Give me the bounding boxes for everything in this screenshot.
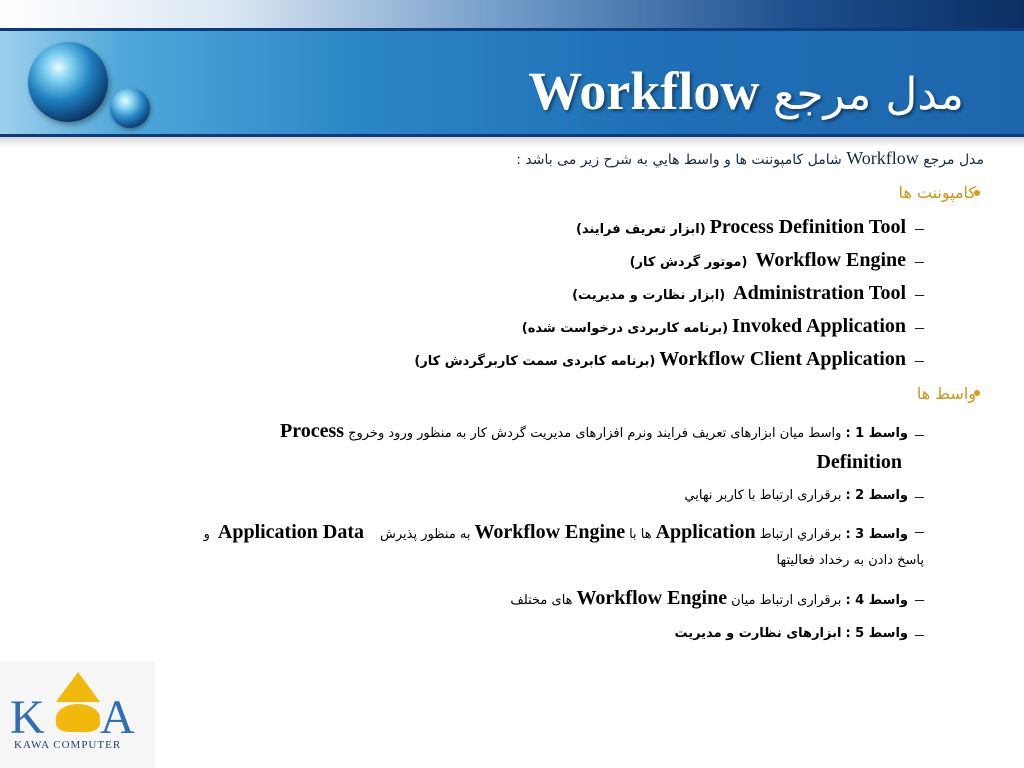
interface-label: واسط 2 :	[845, 488, 908, 503]
interface-item	[684, 486, 908, 504]
interface-wrap: پاسخ دادن به رخداد فعالیتها	[776, 553, 924, 568]
interface-text: های مختلف	[510, 593, 573, 608]
component-item	[630, 249, 906, 272]
interface-en-cont: Definition	[816, 451, 902, 473]
header-top-strip	[0, 0, 1024, 28]
interface-text: ها با	[629, 527, 652, 542]
section-heading-components: کامپوننت ها	[898, 183, 976, 202]
intro-rest: شامل کامپوننت ها و واسط هايي به شرح زير می باشد :	[516, 152, 842, 168]
dash-icon: –	[915, 251, 924, 271]
intro-line	[516, 148, 984, 169]
interface-wrap	[816, 451, 902, 474]
interface-en: Application	[655, 521, 756, 543]
dash-icon: –	[915, 284, 924, 304]
intro-prefix: مدل مرجع	[923, 152, 984, 168]
interface-text: به منظور پذیرش	[380, 527, 471, 542]
dash-icon: –	[915, 589, 924, 609]
component-name: Workflow Client Application	[659, 348, 906, 370]
interface-text: واسط میان ابزارهای تعریف فرایند ونرم افزارهای مدیریت گردش کار به منظور ورود وخروج	[348, 426, 842, 441]
interface-label: واسط 3 :	[845, 527, 908, 542]
interface-label: واسط 5 :	[845, 626, 908, 641]
interface-text: برقراري ارتباط	[759, 527, 842, 542]
interface-item	[280, 420, 908, 443]
slide-title-en: Workflow	[528, 61, 760, 121]
component-name: Administration Tool	[733, 282, 906, 304]
interface-label: واسط 4 :	[845, 593, 908, 608]
component-name: Invoked Application	[732, 315, 906, 337]
component-desc: (موتور گردش کار)	[629, 255, 748, 270]
dash-icon: –	[915, 218, 924, 238]
component-desc: (ابزار نظارت و مدیریت)	[572, 288, 726, 303]
component-item	[414, 348, 906, 371]
slide-title	[528, 58, 964, 128]
logo-letter-k: K	[10, 691, 45, 744]
crown-icon	[56, 672, 100, 702]
dash-icon: –	[915, 424, 924, 444]
component-desc: (ابزار تعریف فرایند)	[575, 222, 706, 237]
company-name: KAWA COMPUTER	[14, 739, 122, 751]
interface-item	[510, 587, 908, 610]
component-desc: (برنامه کاربردی درخواست شده)	[521, 321, 729, 336]
component-item	[522, 315, 906, 338]
component-item	[572, 282, 906, 305]
decorative-sphere-small	[110, 88, 150, 128]
component-item	[576, 216, 906, 239]
interface-text: ابزارهای نظارت و مدیریت	[674, 626, 842, 641]
dash-icon: –	[915, 521, 924, 541]
interface-item	[674, 624, 908, 642]
dash-icon: –	[915, 350, 924, 370]
interface-text: برقراری ارتباط میان	[731, 593, 842, 608]
crown-base-icon	[56, 704, 100, 732]
interface-en: Application Data	[217, 521, 364, 543]
decorative-sphere-large	[28, 42, 108, 122]
interface-text: و	[203, 527, 210, 542]
interface-text: برقراری ارتباط با کاربر نهايي	[684, 488, 842, 503]
component-name: Process Definition Tool	[709, 216, 906, 238]
component-desc: (برنامه کابردی سمت کاربرگردش کار)	[414, 354, 656, 369]
intro-keyword: Workflow	[846, 148, 919, 168]
dash-icon: –	[915, 624, 924, 644]
interface-en: Workflow Engine	[576, 587, 728, 609]
dash-icon: –	[915, 317, 924, 337]
component-name: Workflow Engine	[755, 249, 906, 271]
interface-en: Process	[280, 420, 345, 442]
interface-item	[204, 521, 908, 544]
title-band-shadow	[0, 137, 1024, 147]
dash-icon: –	[915, 486, 924, 506]
slide-title-fa: مدل مرجع	[772, 69, 964, 120]
interface-en: Workflow Engine	[474, 521, 626, 543]
section-heading-interfaces: واسط ها	[916, 384, 976, 403]
interface-label: واسط 1 :	[845, 426, 908, 441]
logo-letter-a: A	[100, 691, 135, 744]
